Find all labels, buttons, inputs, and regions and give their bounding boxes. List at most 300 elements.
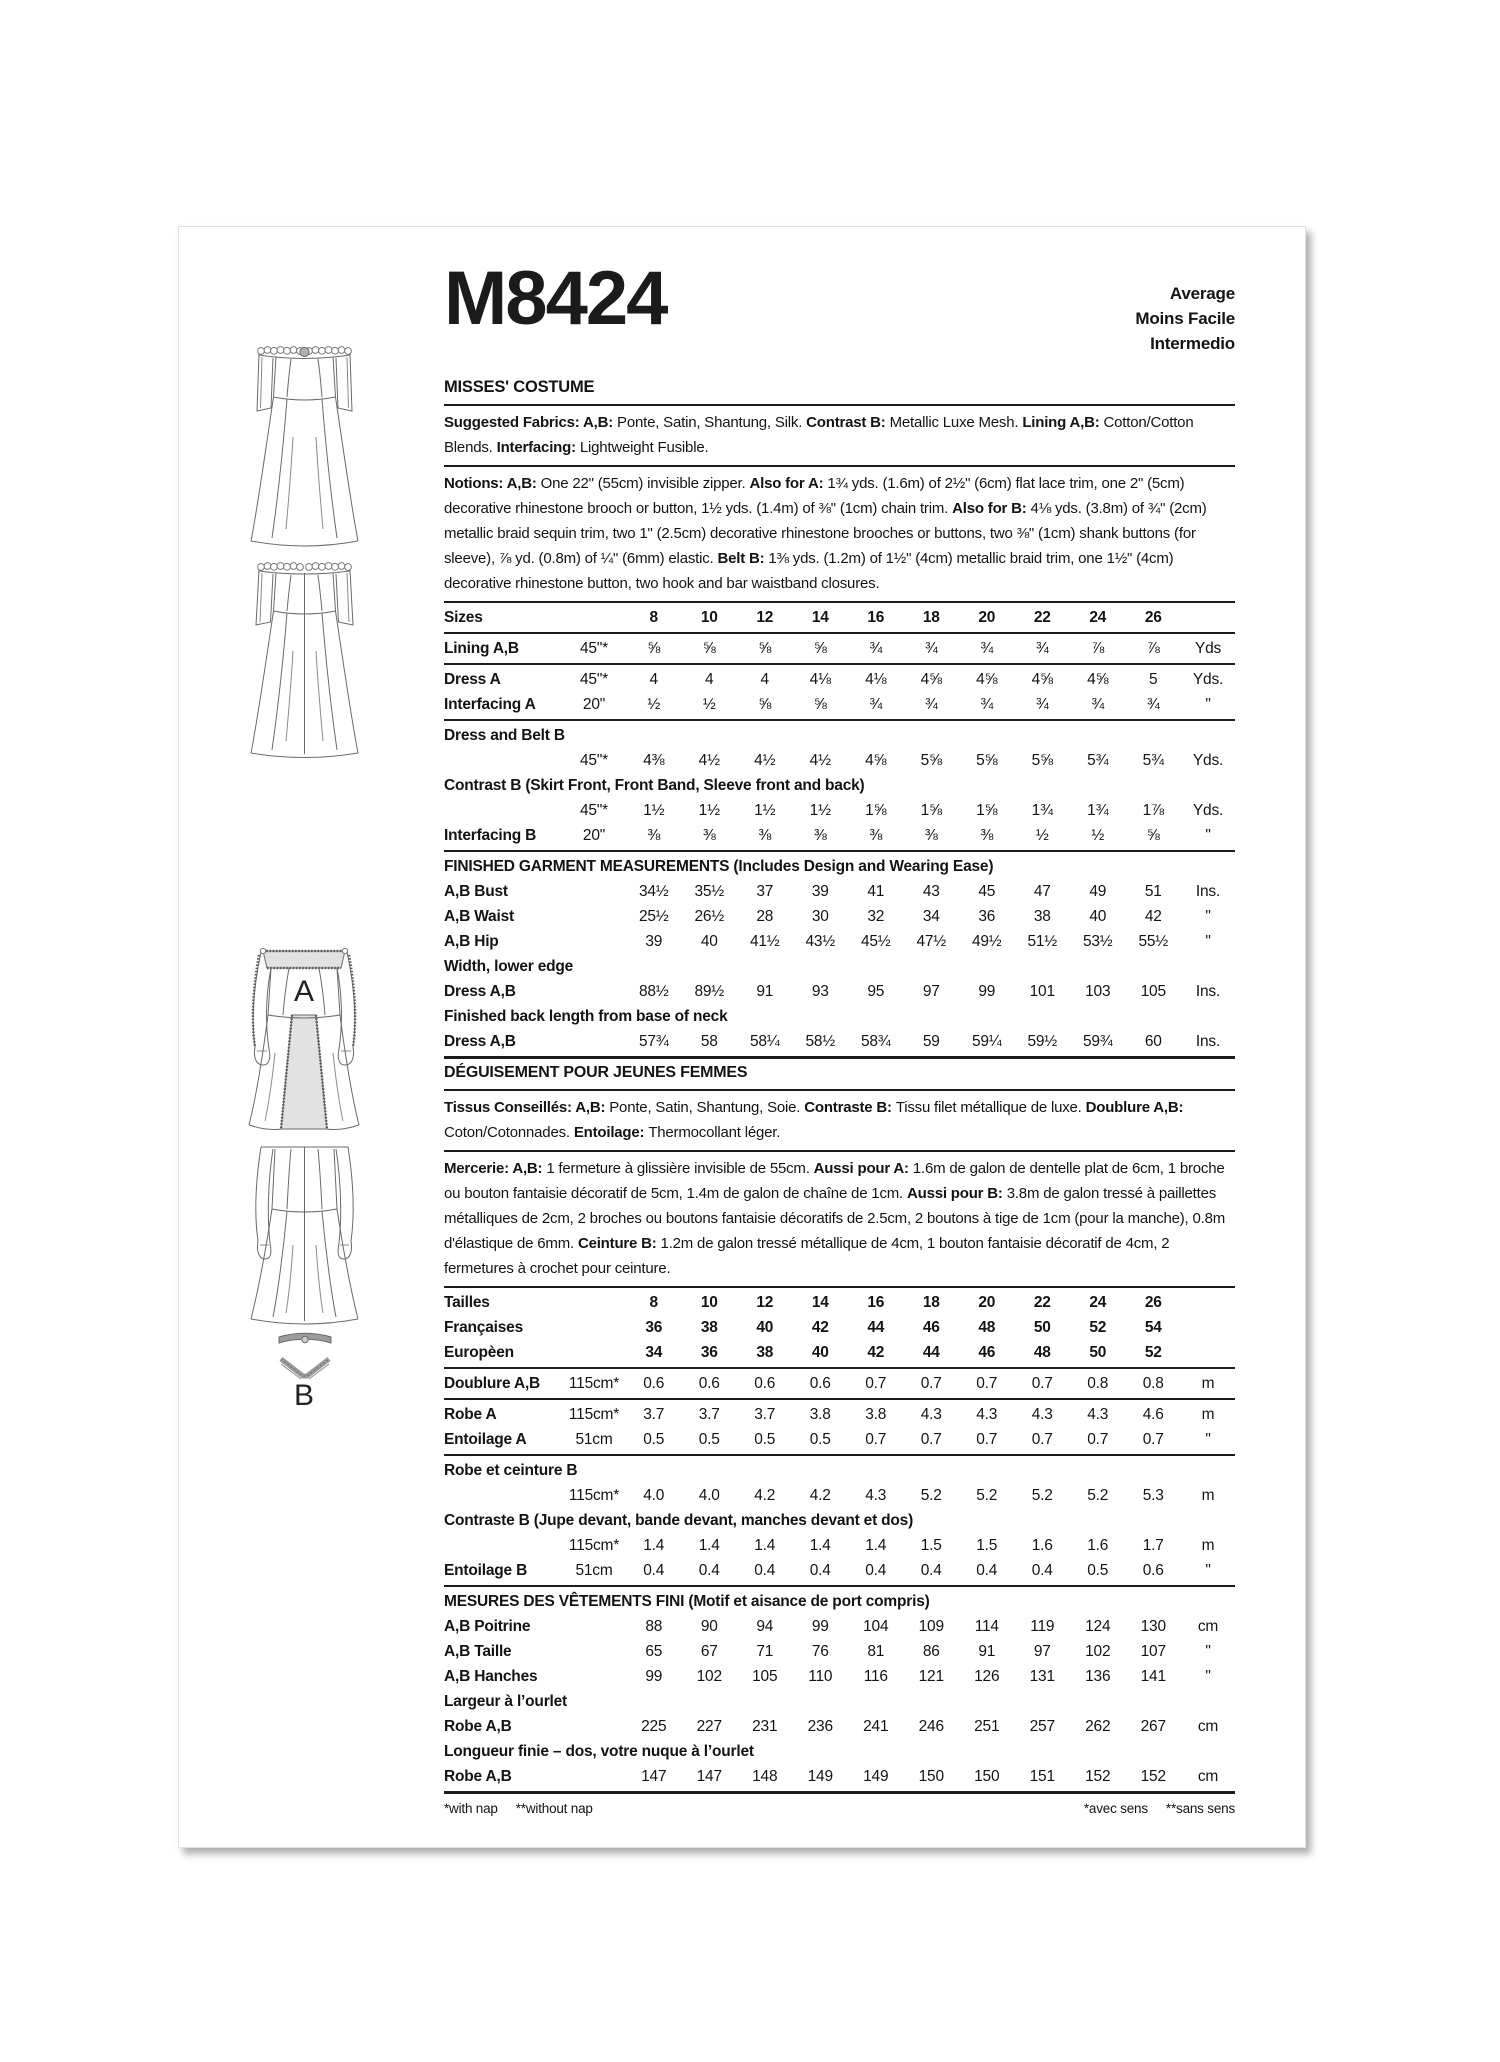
size-value-cell: 1½ bbox=[643, 801, 665, 819]
size-value-cell: 0.5 bbox=[754, 1430, 776, 1448]
size-value-cell: 1.5 bbox=[920, 1536, 942, 1554]
size-value-cell: 76 bbox=[811, 1642, 829, 1660]
unit-cell: " bbox=[1205, 907, 1211, 925]
size-value-cell: 12 bbox=[756, 1293, 774, 1311]
size-value-cell: 5⅝ bbox=[976, 751, 998, 769]
size-value-cell: 59½ bbox=[1027, 1032, 1058, 1050]
size-value-cell: 116 bbox=[863, 1667, 888, 1685]
size-value-cell: 0.4 bbox=[1031, 1561, 1053, 1579]
size-value-cell: 5.2 bbox=[976, 1486, 998, 1504]
fabric-width-cell: 20" bbox=[582, 695, 606, 713]
size-value-cell: 267 bbox=[1140, 1717, 1166, 1735]
size-value-cell: 150 bbox=[918, 1767, 944, 1785]
footnotes bbox=[444, 1801, 1235, 1816]
size-value-cell: 16 bbox=[867, 1293, 885, 1311]
fabric-width-cell: 20" bbox=[582, 826, 606, 844]
size-value-cell: 0.7 bbox=[865, 1430, 887, 1448]
size-value-cell: 36 bbox=[700, 1343, 718, 1361]
garment-category-title: MISSES' COSTUME bbox=[444, 378, 595, 396]
size-value-cell: ⅜ bbox=[702, 826, 716, 844]
tissus-conseilles-paragraph bbox=[444, 1095, 1235, 1145]
table-header-row bbox=[444, 1315, 1235, 1340]
bold-text-run: Ceinture B: bbox=[577, 1235, 661, 1252]
pattern-number: M8424 bbox=[444, 256, 667, 341]
size-value-cell: ⅝ bbox=[758, 639, 772, 657]
size-value-cell: 101 bbox=[1029, 982, 1055, 1000]
size-value-cell: 1.6 bbox=[1031, 1536, 1053, 1554]
divider bbox=[444, 465, 1235, 467]
size-value-cell: 99 bbox=[978, 982, 996, 1000]
size-value-cell: 0.6 bbox=[809, 1374, 831, 1392]
size-value-cell: 67 bbox=[700, 1642, 718, 1660]
size-value-cell: 104 bbox=[863, 1617, 889, 1635]
size-value-cell: 34½ bbox=[638, 882, 669, 900]
size-value-cell: 1⅝ bbox=[976, 801, 998, 819]
bold-text-run: Contrast B: bbox=[806, 414, 890, 431]
size-value-cell: 8 bbox=[649, 1293, 658, 1311]
size-value-cell: 0.7 bbox=[1031, 1374, 1053, 1392]
size-value-cell: 26 bbox=[1144, 608, 1162, 626]
unit-cell: " bbox=[1205, 695, 1211, 713]
table-section-label: FINISHED GARMENT MEASUREMENTS (Includes Design and Wearing Ease) bbox=[444, 857, 994, 875]
size-value-cell: 0.4 bbox=[920, 1561, 942, 1579]
size-value-cell: 246 bbox=[918, 1717, 944, 1735]
size-value-cell: 4½ bbox=[698, 751, 720, 769]
row-label-cell: Tailles bbox=[444, 1293, 490, 1311]
table-section-label: Finished back length from base of neck bbox=[444, 1007, 728, 1025]
size-value-cell: 1⅞ bbox=[1142, 801, 1164, 819]
size-value-cell: ½ bbox=[702, 695, 716, 713]
size-value-cell: 3.8 bbox=[809, 1405, 831, 1423]
size-value-cell: 152 bbox=[1140, 1767, 1166, 1785]
size-value-cell: 136 bbox=[1085, 1667, 1111, 1685]
fabric-width-cell: 45"* bbox=[580, 639, 608, 657]
divider bbox=[444, 1089, 1235, 1091]
size-value-cell: 1.4 bbox=[754, 1536, 776, 1554]
size-value-cell: 105 bbox=[752, 1667, 778, 1685]
difficulty-block bbox=[1135, 281, 1235, 356]
text-run: Tissu filet métallique de luxe. bbox=[895, 1099, 1086, 1116]
size-value-cell: 94 bbox=[756, 1617, 774, 1635]
suggested-fabrics-paragraph bbox=[444, 410, 1235, 460]
size-value-cell: 10 bbox=[700, 1293, 718, 1311]
size-value-cell: 4 bbox=[705, 670, 714, 688]
size-value-cell: 0.6 bbox=[643, 1374, 665, 1392]
table-row bbox=[444, 1371, 1235, 1396]
bold-text-run: Entoilage: bbox=[573, 1124, 649, 1141]
size-value-cell: 147 bbox=[641, 1767, 667, 1785]
row-label-cell: Lining A,B bbox=[444, 639, 519, 657]
table-row bbox=[444, 1639, 1235, 1664]
size-value-cell: 49½ bbox=[971, 932, 1002, 950]
bold-text-run: Belt B: bbox=[717, 550, 769, 567]
size-value-cell: 97 bbox=[1033, 1642, 1051, 1660]
size-value-cell: ⅜ bbox=[980, 826, 994, 844]
size-value-cell: 1½ bbox=[809, 801, 831, 819]
size-value-cell: 36 bbox=[978, 907, 996, 925]
fabric-width-cell: 45"* bbox=[580, 751, 608, 769]
size-value-cell: 45 bbox=[978, 882, 996, 900]
size-value-cell: 93 bbox=[811, 982, 829, 1000]
size-value-cell: ¾ bbox=[1035, 695, 1049, 713]
size-value-cell: 151 bbox=[1029, 1767, 1055, 1785]
table-row bbox=[444, 1427, 1235, 1452]
size-value-cell: 4⅛ bbox=[809, 670, 831, 688]
table-divider bbox=[444, 1398, 1235, 1400]
row-label-cell: Robe A,B bbox=[444, 1767, 512, 1785]
size-value-cell: ⅜ bbox=[813, 826, 827, 844]
size-value-cell: 44 bbox=[922, 1343, 940, 1361]
yardage-table-english bbox=[444, 605, 1235, 1059]
table-divider bbox=[444, 1585, 1235, 1587]
size-value-cell: 1.4 bbox=[865, 1536, 887, 1554]
size-value-cell: 225 bbox=[641, 1717, 667, 1735]
table-divider bbox=[444, 850, 1235, 852]
table-row bbox=[444, 929, 1235, 954]
size-value-cell: 114 bbox=[974, 1617, 999, 1635]
size-value-cell: 22 bbox=[1033, 608, 1051, 626]
row-label-cell: Sizes bbox=[444, 608, 483, 626]
lace-trim-icon bbox=[258, 347, 352, 357]
size-value-cell: 53½ bbox=[1082, 932, 1113, 950]
unit-cell: m bbox=[1201, 1374, 1215, 1392]
table-row bbox=[444, 1029, 1235, 1054]
size-value-cell: 4⅝ bbox=[1031, 670, 1053, 688]
bold-text-run: Notions: A,B: bbox=[444, 475, 541, 492]
size-value-cell: 41½ bbox=[749, 932, 780, 950]
size-value-cell: 4⅛ bbox=[865, 670, 887, 688]
size-value-cell: 0.7 bbox=[1031, 1430, 1053, 1448]
unit-cell: Ins. bbox=[1195, 882, 1221, 900]
size-value-cell: 0.7 bbox=[1142, 1430, 1164, 1448]
size-value-cell: 4.0 bbox=[698, 1486, 720, 1504]
text-run: 1¾ yds. (1.6m) of 2½" (6cm) flat lace trim, one 2" (5cm) decorative rhinestone brooch or button, 1½ yds. (1.4m) of ⅜" (1cm) chain trim. bbox=[444, 475, 1185, 517]
size-value-cell: 55½ bbox=[1138, 932, 1169, 950]
size-value-cell: 34 bbox=[645, 1343, 663, 1361]
size-value-cell: 3.7 bbox=[698, 1405, 720, 1423]
size-value-cell: 1.4 bbox=[809, 1536, 831, 1554]
size-value-cell: 42 bbox=[867, 1343, 885, 1361]
size-value-cell: 47½ bbox=[916, 932, 947, 950]
size-value-cell: 38 bbox=[700, 1318, 718, 1336]
divider bbox=[444, 404, 1235, 406]
size-value-cell: 0.4 bbox=[643, 1561, 665, 1579]
size-value-cell: 1.6 bbox=[1087, 1536, 1109, 1554]
size-value-cell: 32 bbox=[867, 907, 885, 925]
table-header-row bbox=[444, 605, 1235, 630]
size-value-cell: 4⅝ bbox=[1087, 670, 1109, 688]
size-value-cell: ⅝ bbox=[813, 639, 827, 657]
size-value-cell: 57¾ bbox=[638, 1032, 669, 1050]
row-label-cell: Interfacing B bbox=[444, 826, 537, 844]
size-value-cell: 42 bbox=[811, 1318, 829, 1336]
size-value-cell: 0.7 bbox=[920, 1374, 942, 1392]
table-divider bbox=[444, 1791, 1235, 1794]
size-value-cell: 0.4 bbox=[754, 1561, 776, 1579]
size-value-cell: 58¼ bbox=[749, 1032, 780, 1050]
size-value-cell: 38 bbox=[756, 1343, 774, 1361]
table-section-label: MESURES DES VÊTEMENTS FINI (Motif et aisance de port compris) bbox=[444, 1592, 930, 1610]
row-label-cell: Entoilage B bbox=[444, 1561, 528, 1579]
divider bbox=[444, 601, 1235, 603]
size-value-cell: 18 bbox=[922, 1293, 940, 1311]
row-label-cell: Robe A bbox=[444, 1405, 497, 1423]
size-value-cell: 91 bbox=[756, 982, 774, 1000]
text-run: Coton/Cotonnades. bbox=[444, 1124, 574, 1141]
view-b-back-illustration bbox=[247, 1141, 362, 1327]
view-b-front-illustration bbox=[245, 943, 363, 1135]
table-row bbox=[444, 879, 1235, 904]
size-value-cell: 37 bbox=[756, 882, 774, 900]
size-value-cell: 119 bbox=[1030, 1617, 1055, 1635]
table-section-label: Largeur à l’ourlet bbox=[444, 1692, 568, 1710]
size-value-cell: 1⅝ bbox=[920, 801, 942, 819]
unit-cell: " bbox=[1205, 1667, 1211, 1685]
row-label-cell: Interfacing A bbox=[444, 695, 536, 713]
view-a-back-illustration bbox=[247, 555, 362, 761]
size-value-cell: 5¾ bbox=[1142, 751, 1164, 769]
size-value-cell: 14 bbox=[811, 1293, 829, 1311]
size-value-cell: 0.8 bbox=[1087, 1374, 1109, 1392]
size-value-cell: 4½ bbox=[809, 751, 831, 769]
size-value-cell: 5.2 bbox=[1031, 1486, 1053, 1504]
table-row bbox=[444, 1664, 1235, 1689]
size-value-cell: ¾ bbox=[1146, 695, 1160, 713]
size-value-cell: 4⅝ bbox=[865, 751, 887, 769]
size-value-cell: 4.3 bbox=[1087, 1405, 1109, 1423]
size-value-cell: 58½ bbox=[805, 1032, 836, 1050]
size-value-cell: 81 bbox=[867, 1642, 885, 1660]
table-row bbox=[444, 667, 1235, 692]
size-value-cell: 4.2 bbox=[809, 1486, 831, 1504]
illustration-column bbox=[179, 227, 444, 1847]
text-run: Thermocollant léger. bbox=[648, 1124, 781, 1141]
size-value-cell: 5¾ bbox=[1087, 751, 1109, 769]
size-value-cell: 1.5 bbox=[976, 1536, 998, 1554]
size-value-cell: 88½ bbox=[638, 982, 669, 1000]
size-value-cell: ¾ bbox=[1035, 639, 1049, 657]
fabric-width-cell: 115cm* bbox=[568, 1405, 620, 1423]
text-run: Metallic Luxe Mesh. bbox=[889, 414, 1023, 431]
size-value-cell: 231 bbox=[752, 1717, 778, 1735]
size-value-cell: 45½ bbox=[860, 932, 891, 950]
size-value-cell: 0.4 bbox=[976, 1561, 998, 1579]
row-label-cell: A,B Bust bbox=[444, 882, 508, 900]
unit-cell: " bbox=[1205, 1430, 1211, 1448]
unit-cell: " bbox=[1205, 826, 1211, 844]
size-value-cell: 20 bbox=[978, 608, 996, 626]
size-value-cell: 40 bbox=[1089, 907, 1107, 925]
mercerie-paragraph bbox=[444, 1156, 1235, 1281]
table-row bbox=[444, 1483, 1235, 1508]
table-row bbox=[444, 636, 1235, 661]
text-run: 1.6m de galon de dentelle plat de 6cm, 1 broche ou bouton fantaisie décoratif de 5cm, 1.4m de galon de chaîne de 1cm. bbox=[444, 1160, 1225, 1202]
size-value-cell: 4⅝ bbox=[976, 670, 998, 688]
size-value-cell: 3.8 bbox=[865, 1405, 887, 1423]
size-value-cell: 150 bbox=[974, 1767, 1000, 1785]
size-value-cell: 26 bbox=[1144, 1293, 1162, 1311]
size-value-cell: 0.5 bbox=[1087, 1561, 1109, 1579]
size-value-cell: 1¾ bbox=[1031, 801, 1053, 819]
table-divider bbox=[444, 632, 1235, 634]
size-value-cell: 51½ bbox=[1027, 932, 1058, 950]
size-value-cell: 102 bbox=[696, 1667, 722, 1685]
size-value-cell: 35½ bbox=[694, 882, 725, 900]
text-run: Ponte, Satin, Shantung, Soie. bbox=[609, 1099, 805, 1116]
size-value-cell: 30 bbox=[811, 907, 829, 925]
bold-text-run: Lining A,B: bbox=[1022, 414, 1104, 431]
table-row bbox=[444, 1558, 1235, 1583]
text-run: Ponte, Satin, Shantung, Silk. bbox=[617, 414, 807, 431]
table-section-label: Robe et ceinture B bbox=[444, 1461, 578, 1479]
size-value-cell: 5.2 bbox=[1087, 1486, 1109, 1504]
size-value-cell: 54 bbox=[1144, 1318, 1162, 1336]
table-section-label: Contraste B (Jupe devant, bande devant, manches devant et dos) bbox=[444, 1511, 914, 1529]
size-value-cell: 12 bbox=[756, 608, 774, 626]
size-value-cell: 1½ bbox=[698, 801, 720, 819]
bold-text-run: Tissus Conseillés: A,B: bbox=[444, 1099, 610, 1116]
table-row bbox=[444, 1402, 1235, 1427]
difficulty-french: Moins Facile bbox=[1135, 309, 1235, 328]
size-value-cell: 1.7 bbox=[1142, 1536, 1164, 1554]
size-value-cell: ½ bbox=[647, 695, 661, 713]
size-value-cell: 0.6 bbox=[1142, 1561, 1164, 1579]
size-value-cell: 20 bbox=[978, 1293, 996, 1311]
content-column bbox=[444, 227, 1235, 1816]
table-header-row bbox=[444, 1340, 1235, 1365]
unit-cell: m bbox=[1201, 1486, 1215, 1504]
size-value-cell: 40 bbox=[700, 932, 718, 950]
size-value-cell: ½ bbox=[1091, 826, 1105, 844]
size-value-cell: ⅝ bbox=[758, 695, 772, 713]
size-value-cell: 50 bbox=[1033, 1318, 1051, 1336]
unit-cell: Ins. bbox=[1195, 982, 1221, 1000]
size-value-cell: 39 bbox=[811, 882, 829, 900]
unit-cell: cm bbox=[1197, 1617, 1219, 1635]
size-value-cell: 236 bbox=[807, 1717, 833, 1735]
size-value-cell: 43 bbox=[922, 882, 940, 900]
row-label-cell: Europèen bbox=[444, 1343, 514, 1361]
size-value-cell: 41 bbox=[867, 882, 885, 900]
size-value-cell: 152 bbox=[1085, 1767, 1111, 1785]
fabric-width-cell: 51cm bbox=[575, 1430, 613, 1448]
size-value-cell: ⅝ bbox=[813, 695, 827, 713]
size-value-cell: ½ bbox=[1035, 826, 1049, 844]
size-value-cell: ¾ bbox=[1091, 695, 1105, 713]
belt-illustration bbox=[277, 1329, 333, 1385]
notions-paragraph bbox=[444, 471, 1235, 596]
pattern-envelope-back bbox=[178, 226, 1306, 1848]
row-label-cell: Françaises bbox=[444, 1318, 523, 1336]
size-value-cell: ⅝ bbox=[702, 639, 716, 657]
size-value-cell: 241 bbox=[863, 1717, 889, 1735]
lace-trim-icon bbox=[258, 563, 352, 571]
size-value-cell: 149 bbox=[863, 1767, 889, 1785]
text-run: 1.2m de galon tressé métallique de 4cm, 1 bouton fantaisie décoratif de 4cm, 2 fermetures à crochet pour ceinture. bbox=[444, 1235, 1170, 1277]
size-value-cell: 4½ bbox=[754, 751, 776, 769]
table-header-row bbox=[444, 1290, 1235, 1315]
size-value-cell: ⅜ bbox=[924, 826, 938, 844]
view-b-label: B bbox=[293, 1379, 314, 1412]
size-value-cell: 0.7 bbox=[1087, 1430, 1109, 1448]
text-run: 3.8m de galon tressé à paillettes métalliques de 2cm, 2 broches ou boutons fantaisie décoratifs de 2.5cm, 2 boutons à tige de 1cm (pour la manche), 0.8m d'élastique de 6mm. bbox=[444, 1185, 1226, 1252]
size-value-cell: 0.7 bbox=[976, 1430, 998, 1448]
size-value-cell: 105 bbox=[1140, 982, 1166, 1000]
size-value-cell: 227 bbox=[696, 1717, 722, 1735]
size-value-cell: 110 bbox=[808, 1667, 833, 1685]
size-value-cell: 38 bbox=[1033, 907, 1051, 925]
size-value-cell: 262 bbox=[1085, 1717, 1111, 1735]
size-value-cell: 0.7 bbox=[920, 1430, 942, 1448]
unit-cell: Ins. bbox=[1195, 1032, 1221, 1050]
row-label-cell: A,B Taille bbox=[444, 1642, 512, 1660]
size-value-cell: ¾ bbox=[869, 639, 883, 657]
size-value-cell: 43½ bbox=[805, 932, 836, 950]
size-value-cell: 5.3 bbox=[1142, 1486, 1164, 1504]
size-value-cell: 5 bbox=[1149, 670, 1158, 688]
size-value-cell: 25½ bbox=[638, 907, 669, 925]
size-value-cell: 47 bbox=[1033, 882, 1051, 900]
size-value-cell: 58¾ bbox=[860, 1032, 891, 1050]
size-value-cell: 4.6 bbox=[1142, 1405, 1164, 1423]
text-run: 1 fermeture à glissière invisible de 55cm. bbox=[546, 1160, 814, 1177]
size-value-cell: 50 bbox=[1089, 1343, 1107, 1361]
unit-cell: Yds. bbox=[1192, 751, 1224, 769]
bold-text-run: Doublure A,B: bbox=[1085, 1099, 1184, 1116]
size-value-cell: 1.4 bbox=[698, 1536, 720, 1554]
table-divider bbox=[444, 1367, 1235, 1369]
table-row bbox=[444, 748, 1235, 773]
size-value-cell: 4 bbox=[760, 670, 769, 688]
size-value-cell: 22 bbox=[1033, 1293, 1051, 1311]
fabric-width-cell: 51cm bbox=[575, 1561, 613, 1579]
size-value-cell: ⅝ bbox=[1146, 826, 1160, 844]
size-value-cell: 107 bbox=[1140, 1642, 1166, 1660]
size-value-cell: 4 bbox=[649, 670, 658, 688]
difficulty-spanish: Intermedio bbox=[1150, 334, 1235, 353]
size-value-cell: 95 bbox=[867, 982, 885, 1000]
size-value-cell: 97 bbox=[922, 982, 940, 1000]
contrast-panel-shape bbox=[281, 1015, 327, 1129]
size-value-cell: 48 bbox=[1033, 1343, 1051, 1361]
size-value-cell: 126 bbox=[974, 1667, 1000, 1685]
size-value-cell: 1.4 bbox=[643, 1536, 665, 1554]
masthead bbox=[444, 256, 1235, 356]
size-value-cell: 4.2 bbox=[754, 1486, 776, 1504]
size-value-cell: 4.3 bbox=[865, 1486, 887, 1504]
size-value-cell: 1½ bbox=[754, 801, 776, 819]
bold-text-run: Mercerie: A,B: bbox=[444, 1160, 547, 1177]
size-value-cell: 5⅝ bbox=[920, 751, 942, 769]
row-label-cell: A,B Poitrine bbox=[444, 1617, 531, 1635]
table-row bbox=[444, 692, 1235, 717]
footnote-without-nap: **without nap bbox=[515, 1801, 593, 1816]
size-value-cell: 71 bbox=[756, 1642, 774, 1660]
size-value-cell: 24 bbox=[1089, 1293, 1107, 1311]
text-run: Cotton/Cotton Blends. bbox=[444, 414, 1194, 456]
text-run: One 22" (55cm) invisible zipper. bbox=[540, 475, 750, 492]
size-value-cell: 0.5 bbox=[698, 1430, 720, 1448]
size-value-cell: ¾ bbox=[980, 695, 994, 713]
size-value-cell: 102 bbox=[1085, 1642, 1111, 1660]
size-value-cell: ¾ bbox=[924, 695, 938, 713]
size-value-cell: 4⅜ bbox=[643, 751, 665, 769]
size-value-cell: 0.4 bbox=[698, 1561, 720, 1579]
fabric-width-cell: 45"* bbox=[580, 670, 608, 688]
table-section-label: Width, lower edge bbox=[444, 957, 574, 975]
size-value-cell: 58 bbox=[700, 1032, 718, 1050]
size-value-cell: 52 bbox=[1089, 1318, 1107, 1336]
